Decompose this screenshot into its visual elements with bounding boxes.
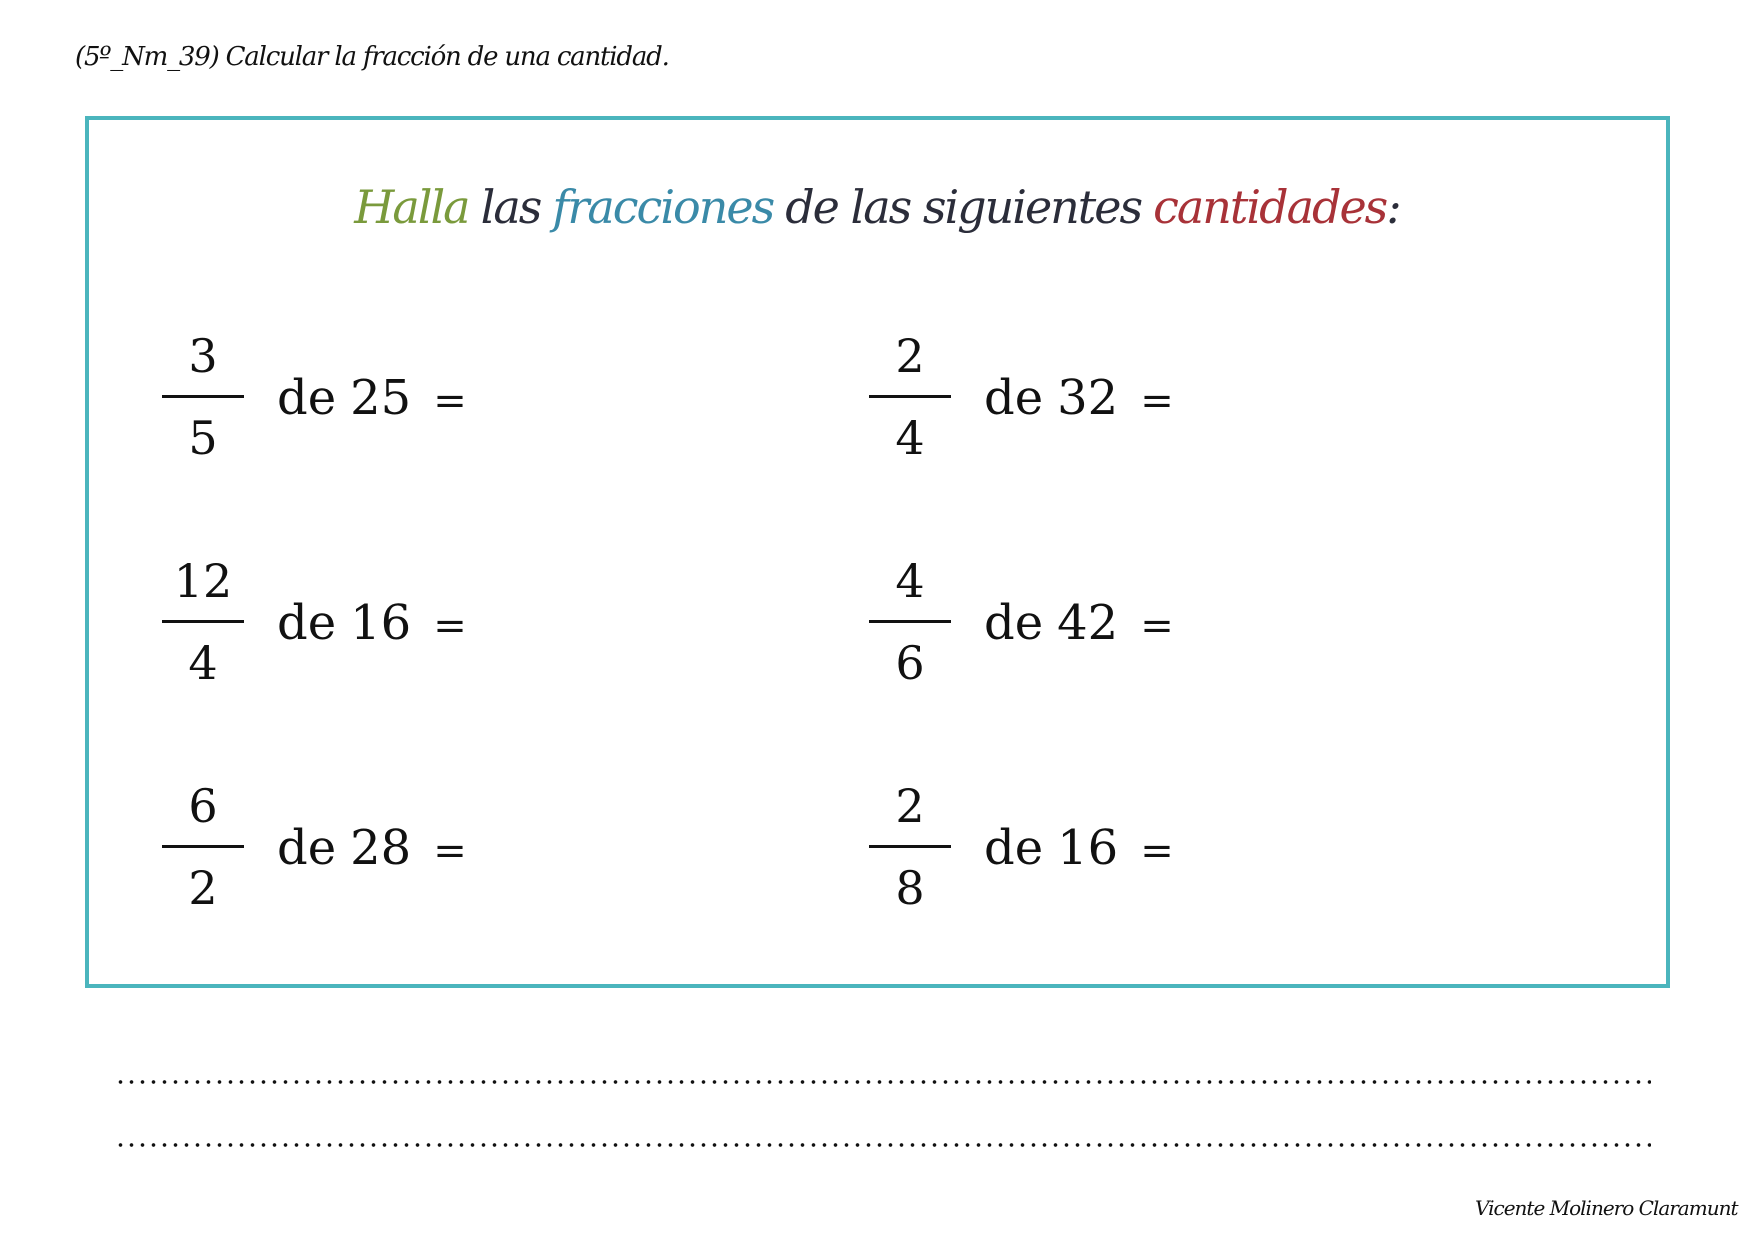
fraction: [162, 548, 244, 698]
de-label: de: [984, 820, 1044, 876]
fraction-bar: [162, 620, 244, 623]
numerator: 6: [188, 779, 218, 833]
equals-sign: =: [1140, 603, 1174, 649]
equals-sign: =: [1140, 828, 1174, 874]
expression: [984, 595, 1174, 651]
fraction-bar: [869, 620, 951, 623]
expression: [984, 370, 1174, 426]
de-label: de: [984, 595, 1044, 651]
heading-colon: :: [1386, 180, 1400, 234]
expression: [277, 820, 467, 876]
numerator: 2: [895, 329, 925, 383]
fraction: [162, 773, 244, 923]
expression: [277, 370, 467, 426]
equals-sign: =: [433, 603, 467, 649]
instruction-heading: [0, 180, 1754, 234]
quantity: 16: [350, 595, 412, 651]
numerator: 12: [173, 554, 233, 608]
expression: [277, 595, 467, 651]
de-label: de: [984, 370, 1044, 426]
expression: [984, 820, 1174, 876]
heading-word-cantidades: cantidades: [1153, 180, 1387, 234]
numerator: 4: [895, 554, 925, 608]
fraction: [869, 548, 951, 698]
equals-sign: =: [433, 828, 467, 874]
quantity: 16: [1057, 820, 1119, 876]
numerator: 2: [895, 779, 925, 833]
fraction: [162, 323, 244, 473]
numerator: 3: [188, 329, 218, 383]
answer-line-2: [115, 1143, 1651, 1147]
equals-sign: =: [433, 378, 467, 424]
fraction: [869, 323, 951, 473]
fraction-bar: [869, 845, 951, 848]
fraction-bar: [162, 845, 244, 848]
equals-sign: =: [1140, 378, 1174, 424]
heading-word-de-las-siguientes: de las siguientes: [785, 180, 1142, 234]
denominator: 5: [188, 411, 218, 465]
fraction-bar: [869, 395, 951, 398]
denominator: 2: [188, 861, 218, 915]
answer-line-1: [115, 1080, 1651, 1084]
author-credit: Vicente Molinero Claramunt: [1475, 1196, 1738, 1220]
de-label: de: [277, 820, 337, 876]
quantity: 32: [1057, 370, 1119, 426]
quantity: 25: [350, 370, 412, 426]
de-label: de: [277, 370, 337, 426]
fraction-bar: [162, 395, 244, 398]
heading-word-halla: Halla: [354, 180, 469, 234]
de-label: de: [277, 595, 337, 651]
denominator: 4: [188, 636, 218, 690]
fraction: [869, 773, 951, 923]
denominator: 4: [895, 411, 925, 465]
heading-word-las: las: [480, 180, 541, 234]
denominator: 8: [895, 861, 925, 915]
quantity: 42: [1057, 595, 1119, 651]
denominator: 6: [895, 636, 925, 690]
worksheet-title: (5º_Nm_39) Calcular la fracción de una cantidad.: [75, 42, 669, 72]
quantity: 28: [350, 820, 412, 876]
heading-word-fracciones: fracciones: [552, 180, 774, 234]
